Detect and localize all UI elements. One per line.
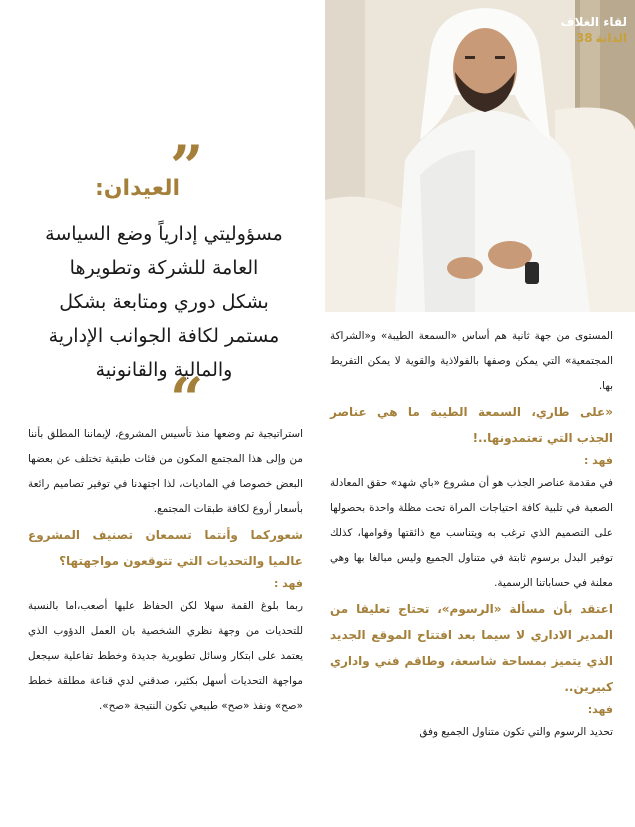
speaker-label: فهد: <box>587 703 613 716</box>
closing-quote-mark: ” <box>170 133 204 201</box>
man-in-white-thobe-illustration <box>325 0 635 312</box>
opening-quote-mark: “ <box>170 365 204 433</box>
logo-text: الدانة <box>595 31 627 45</box>
pullquote-name: العيدان: <box>94 176 180 201</box>
cover-photo <box>325 0 635 312</box>
article-column-right <box>330 324 613 745</box>
pullquote-line: والمالية والقانونية <box>95 359 233 381</box>
pullquote-line: بشكل دوري ومتابعة بشكل <box>59 291 269 313</box>
article-column-left <box>28 422 303 719</box>
magazine-logo <box>561 30 627 46</box>
speaker-label: فهد : <box>583 454 613 467</box>
paragraph: تحديد الرسوم والتي تكون متناول الجميع وفق <box>419 726 613 738</box>
pullquote-line: العامة للشركة وتطويرها <box>69 257 259 279</box>
pullquote-text <box>18 217 310 387</box>
interview-question: شعوركما وأنتما تسمعان تصنيف المشروع عالميا والتحديات التي تتوقعون مواجهتها؟ <box>28 528 303 568</box>
pullquote-line: مسؤوليتي إدارياً وضع السياسة <box>45 223 283 245</box>
paragraph: استراتيجية تم وضعها منذ تأسيس المشروع، لإيماننا المطلق بأننا من وإلى هذا المجتمع المكون من فئات طبقية تختلف عن بعضها البعض خصوصا في الماديات، لذا اجتهدنا في توفير تصاميم رائعة بأسعار أروع لكافة طبقات المجتمع. <box>28 428 303 515</box>
page-number: 38 <box>575 31 593 45</box>
pullquote-line: مستمر لكافة الجوانب الإدارية <box>48 325 280 347</box>
section-tag <box>561 14 627 46</box>
interview-question: «على طاري، السمعة الطيبة ما هي عناصر الجذب التي تعتمدونها..! <box>330 405 613 445</box>
paragraph: ربما بلوغ القمة سهلا لكن الحفاظ عليها أصعب،اما بالنسبة للتحديات من وجهة نظري الشخصية بان العمل الدؤوب الذي يعتمد على ابتكار وسائل تطويرية جديدة وخطط تفاعلية سيجعل مواجهة التحديات أسهل بكثير، صدقني لدي قناعة مطلقة خطط «صح» ونفذ «صح» طبيعي تكون النتيجة «صح». <box>28 600 303 712</box>
speaker-label: فهد : <box>273 577 303 590</box>
interview-question: اعتقد بأن مسألة «الرسوم»، تحتاج تعليقا من المدير الاداري لا سيما بعد افتتاح الموقع الجديد الذي يتميز بمساحة شاسعة، وطاقم فني واداري كبيرين.. <box>330 602 613 694</box>
paragraph: المستوى من جهة ثانية هم أساس «السمعة الطيبة» و«الشراكة المجتمعية» التي يمكن وصفها بالفولاذية والقوية لا يمكن التفريط بها. <box>330 330 613 392</box>
section-title: لقاء الغلاف <box>560 15 627 29</box>
paragraph: في مقدمة عناصر الجذب هو أن مشروع «باي شهد» حقق المعادلة الصعبة في تلبية كافة احتياجات المراة تحت مظلة واحدة بحصولها على التصميم الذي ترغب به ويتناسب مع ذائقتها وقوامها، كذلك توفير البدل برسوم ثابتة في متناول الجميع وليس مبالغا بها وهي معلنة في حساباتنا الرسمية. <box>330 477 613 589</box>
